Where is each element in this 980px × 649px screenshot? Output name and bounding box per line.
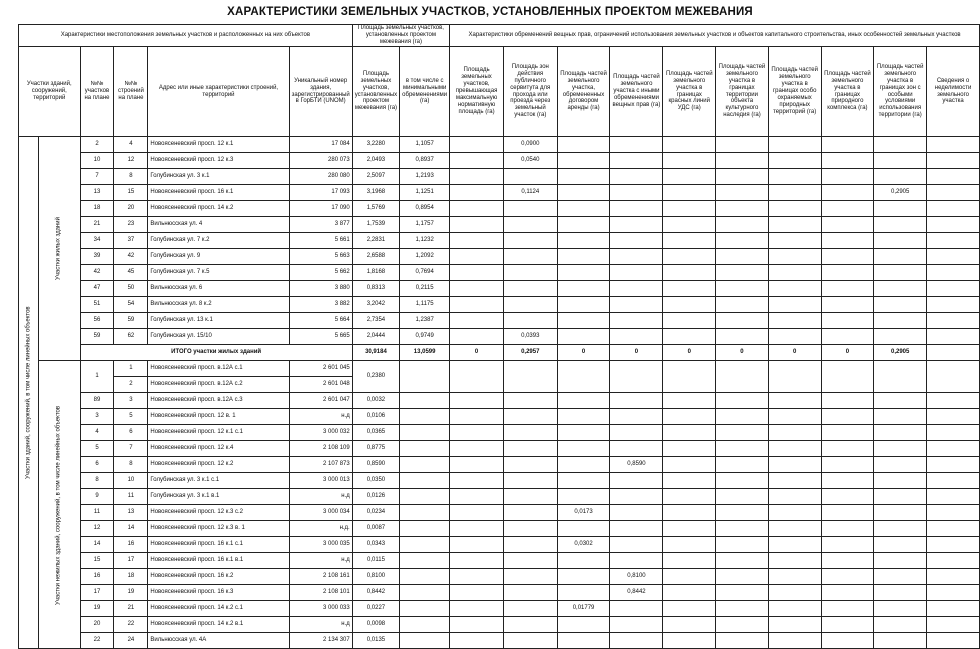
cell-address: Новоясеневский просп. 12 к.3 с.2: [148, 505, 289, 521]
cell-address: Голубинская ул. 15/10: [148, 329, 289, 345]
cell-bldg: 14: [114, 521, 148, 537]
cell-c3: [557, 521, 610, 537]
cell-unom: 5 661: [289, 233, 352, 249]
cell-area-min: 0,8954: [400, 201, 450, 217]
total-c6: 0: [716, 345, 769, 361]
header-area-total: Площадь земельных участков, установленных проектом межевания (га): [352, 47, 399, 137]
header-sections: Участки зданий, сооружений, территорий: [19, 47, 81, 137]
section-label-residential: Участки жилых зданий: [38, 137, 80, 361]
cell-c2: [503, 201, 557, 217]
cell-c4: [610, 617, 663, 633]
total-row: [19, 345, 980, 361]
cell-c3: [557, 617, 610, 633]
header-address: Адрес или иные характеристики строений, территорий: [148, 47, 289, 137]
header-c5: Площадь частей земельного участка в границах красных линий УДС (га): [663, 47, 716, 137]
cell-c3: [557, 633, 610, 649]
cell-unom: 2 601 045: [289, 361, 352, 377]
cell-c4: [610, 489, 663, 505]
cell-plot: 89: [80, 393, 114, 409]
cell-c3: 0,0173: [557, 505, 610, 521]
cell-bldg: 1: [114, 361, 148, 377]
cell-address: Вильнюсская ул. 4А: [148, 633, 289, 649]
cell-bldg: 15: [114, 185, 148, 201]
cell-area-min: 1,2092: [400, 249, 450, 265]
cell-bldg: 50: [114, 281, 148, 297]
cell-address: Вильнюсская ул. 6: [148, 281, 289, 297]
cell-c9: [874, 233, 927, 249]
cell-plot: 34: [80, 233, 114, 249]
cell-address: Новоясеневский просп. 12 к.1 с.1: [148, 425, 289, 441]
cell-bldg: 5: [114, 409, 148, 425]
cell-c4: [610, 553, 663, 569]
cell-c9: [874, 201, 927, 217]
cell-plot: 5: [80, 441, 114, 457]
cell-c4: [610, 601, 663, 617]
header-c9: Площадь частей земельного участка в границах зон с особыми условиями использования территории (га): [874, 47, 927, 137]
cell-bldg: 6: [114, 425, 148, 441]
cell-c2: [503, 265, 557, 281]
header-c8: Площадь частей земельного участка в границах природного комплекса (га): [821, 47, 874, 137]
cell-address: Новоясеневский просп. 16 к.1: [148, 185, 289, 201]
cell-address: Новоясеневский просп. 12 к.1: [148, 137, 289, 153]
cell-plot: 18: [80, 201, 114, 217]
cell-unom: 2 601 047: [289, 393, 352, 409]
cell-area: 0,0126: [352, 489, 399, 505]
cell-plot: 59: [80, 329, 114, 345]
cell-c9: [874, 249, 927, 265]
cell-bldg: 21: [114, 601, 148, 617]
cell-area: 0,0098: [352, 617, 399, 633]
cell-c3: [557, 569, 610, 585]
cell-unom: н.д: [289, 489, 352, 505]
total-area: 30,9184: [352, 345, 399, 361]
cell-unom: н.д: [289, 617, 352, 633]
cell-area: 0,0135: [352, 633, 399, 649]
section-label-outer: Участки зданий, сооружений, в том числе линейных объектов: [19, 137, 39, 649]
cell-address: Новоясеневский просп. 12 к.3: [148, 153, 289, 169]
cell-c4: [610, 521, 663, 537]
cell-bldg: 13: [114, 505, 148, 521]
cell-unom: 5 662: [289, 265, 352, 281]
cell-c4: [610, 393, 663, 409]
cell-unom: 17 093: [289, 185, 352, 201]
total-c8: 0: [821, 345, 874, 361]
cell-unom: 3 000 033: [289, 601, 352, 617]
cell-c2: 0,0540: [503, 153, 557, 169]
cell-area: 2,6588: [352, 249, 399, 265]
cell-c9: [874, 169, 927, 185]
cell-c2: [503, 281, 557, 297]
cell-bldg: 8: [114, 169, 148, 185]
cell-c3: 0,0302: [557, 537, 610, 553]
cell-bldg: 17: [114, 553, 148, 569]
cell-address: Новоясеневский просп. 14 к.2 с.1: [148, 601, 289, 617]
cell-bldg: 22: [114, 617, 148, 633]
cell-unom: 3 000 034: [289, 505, 352, 521]
cell-area: 1,8168: [352, 265, 399, 281]
cell-area: 3,2280: [352, 137, 399, 153]
header-c4: Площадь частей земельного участка с иными обременениями вещных прав (га): [610, 47, 663, 137]
cell-area-min: 1,1251: [400, 185, 450, 201]
cell-area: 2,7354: [352, 313, 399, 329]
cell-unom: 2 107 873: [289, 457, 352, 473]
cell-plot: 1: [80, 361, 114, 393]
header-c6: Площадь частей земельного участка в границах территории объекта культурного наследия (га): [716, 47, 769, 137]
cell-area: 0,0350: [352, 473, 399, 489]
cell-address: Голубинская ул. 3 к.1: [148, 169, 289, 185]
cell-area-min: 1,1232: [400, 233, 450, 249]
cell-area: 2,5097: [352, 169, 399, 185]
cell-bldg: 8: [114, 457, 148, 473]
cell-address: Голубинская ул. 9: [148, 249, 289, 265]
cell-bldg: 16: [114, 537, 148, 553]
header-c3: Площадь частей земельного участка, обремененных договором аренды (га): [557, 47, 610, 137]
cell-area: 0,0234: [352, 505, 399, 521]
cell-area: 0,0087: [352, 521, 399, 537]
cell-unom: 3 000 035: [289, 537, 352, 553]
header-c10: Сведения о неделимости земельного участка: [927, 47, 980, 137]
total-area-min: 13,0599: [400, 345, 450, 361]
cell-area: 0,8100: [352, 569, 399, 585]
cell-area: 0,0227: [352, 601, 399, 617]
cell-address: Новоясеневский просп. 12 к.4: [148, 441, 289, 457]
cell-unom: 17 084: [289, 137, 352, 153]
header-area: Площадь земельных участков, установленных проектом межевания (га): [352, 25, 449, 47]
cell-c3: [557, 409, 610, 425]
cell-plot: 2: [80, 137, 114, 153]
cell-c9: [874, 265, 927, 281]
cell-address: Новоясеневский просп. 12 в. 1: [148, 409, 289, 425]
cell-bldg: 45: [114, 265, 148, 281]
cell-area: 0,0115: [352, 553, 399, 569]
cell-plot: 42: [80, 265, 114, 281]
cell-bldg: 4: [114, 137, 148, 153]
cell-c3: [557, 473, 610, 489]
cell-c3: [557, 393, 610, 409]
header-c1: Площадь земельных участков, превышающая максимальную нормативную площадь (га): [450, 47, 504, 137]
cell-address: Новоясеневский просп. 12 к.2: [148, 457, 289, 473]
cell-c4: [610, 537, 663, 553]
cell-plot: 22: [80, 633, 114, 649]
cell-c9: 0,2905: [874, 185, 927, 201]
cell-unom: 280 080: [289, 169, 352, 185]
total-c9: 0,2905: [874, 345, 927, 361]
cell-c2: 0,0900: [503, 137, 557, 153]
cell-address: Новоясеневский просп. 16 к.2: [148, 569, 289, 585]
cell-plot: 4: [80, 425, 114, 441]
cell-plot: 15: [80, 553, 114, 569]
cell-area: 2,0444: [352, 329, 399, 345]
cell-bldg: 62: [114, 329, 148, 345]
cell-unom: 5 665: [289, 329, 352, 345]
cell-area: 3,1968: [352, 185, 399, 201]
cell-area-min: 1,1175: [400, 297, 450, 313]
cell-c4: [610, 425, 663, 441]
cell-c9: [874, 217, 927, 233]
cell-bldg: 24: [114, 633, 148, 649]
cell-c4: [610, 505, 663, 521]
cell-bldg: 2: [114, 377, 148, 393]
cell-plot: 7: [80, 169, 114, 185]
cell-unom: 2 601 048: [289, 377, 352, 393]
cell-c9: [874, 313, 927, 329]
cell-c9: [874, 329, 927, 345]
cell-c3: 0,01779: [557, 601, 610, 617]
cell-area: 0,0343: [352, 537, 399, 553]
cell-address: Вильнюсская ул. 8 к.2: [148, 297, 289, 313]
cell-plot: 6: [80, 457, 114, 473]
cell-unom: 2 134 307: [289, 633, 352, 649]
cell-bldg: 23: [114, 217, 148, 233]
cell-plot: 56: [80, 313, 114, 329]
cell-c4: 0,8100: [610, 569, 663, 585]
cell-bldg: 7: [114, 441, 148, 457]
cell-area: 0,8775: [352, 441, 399, 457]
cell-bldg: 12: [114, 153, 148, 169]
cell-c2: [503, 297, 557, 313]
cell-unom: 280 073: [289, 153, 352, 169]
header-plot-no: №№ участков на плане: [80, 47, 114, 137]
cell-c4: 0,8442: [610, 585, 663, 601]
cell-area-min: 0,8937: [400, 153, 450, 169]
cell-c4: [610, 409, 663, 425]
land-plots-table: [18, 24, 980, 649]
cell-unom: 3 880: [289, 281, 352, 297]
cell-c4: [610, 441, 663, 457]
cell-address: Голубинская ул. 3 к.1 в.1: [148, 489, 289, 505]
cell-c2: [503, 217, 557, 233]
header-encumbrance: Характеристики обременений вещных прав, ограничений использования земельных участков и объектов капитального строительства, иных особенностей земельных участков: [450, 25, 980, 47]
cell-area-min: 0,2115: [400, 281, 450, 297]
cell-address: Новоясеневский просп. 16 к.3: [148, 585, 289, 601]
cell-unom: 3 000 032: [289, 425, 352, 441]
document-title: ХАРАКТЕРИСТИКИ ЗЕМЕЛЬНЫХ УЧАСТКОВ, УСТАНОВЛЕННЫХ ПРОЕКТОМ МЕЖЕВАНИЯ: [227, 6, 753, 18]
cell-c4: [610, 633, 663, 649]
cell-address: Новоясеневский просп. 14 к.2 в.1: [148, 617, 289, 633]
cell-plot: 51: [80, 297, 114, 313]
cell-c3: [557, 553, 610, 569]
cell-c3: [557, 425, 610, 441]
cell-address: Новоясеневский просп. 12 к.3 в. 1: [148, 521, 289, 537]
total-c4: 0: [610, 345, 663, 361]
cell-area: 0,8442: [352, 585, 399, 601]
cell-c4: [610, 473, 663, 489]
cell-area: 0,0032: [352, 393, 399, 409]
cell-unom: 5 663: [289, 249, 352, 265]
total-c7: 0: [768, 345, 821, 361]
cell-c3: [557, 585, 610, 601]
cell-c2: [503, 313, 557, 329]
cell-bldg: 20: [114, 201, 148, 217]
cell-unom: 3 882: [289, 297, 352, 313]
cell-c2: 0,0393: [503, 329, 557, 345]
cell-c2: [503, 249, 557, 265]
header-unom: Уникальный номер здания, зарегистрированный в ГорБТИ (UNOM): [289, 47, 352, 137]
cell-plot: 13: [80, 185, 114, 201]
cell-bldg: 42: [114, 249, 148, 265]
cell-area-min: 0,9749: [400, 329, 450, 345]
header-area-min: в том числе с минимальными обременениями (га): [400, 47, 450, 137]
cell-unom: 5 664: [289, 313, 352, 329]
total-c3: 0: [557, 345, 610, 361]
cell-plot: 16: [80, 569, 114, 585]
cell-c9: [874, 297, 927, 313]
cell-address: Вильнюсская ул. 4: [148, 217, 289, 233]
cell-c2: [503, 233, 557, 249]
cell-unom: н.д: [289, 409, 352, 425]
cell-area-min: 1,1057: [400, 137, 450, 153]
cell-unom: 17 090: [289, 201, 352, 217]
total-label: ИТОГО участки жилых зданий: [80, 345, 352, 361]
section-label-nonresidential: Участки нежилых зданий, сооружений, в том числе линейных объектов: [38, 361, 80, 649]
header-c7: Площадь частей земельного участка в границах особо охраняемых природных территорий (га): [768, 47, 821, 137]
cell-plot: 47: [80, 281, 114, 297]
cell-address: Голубинская ул. 3 к.1 с.1: [148, 473, 289, 489]
cell-address: Новоясеневский просп. в.12А с.3: [148, 393, 289, 409]
cell-area: 1,7539: [352, 217, 399, 233]
cell-address: Новоясеневский просп. 16 к.1 в.1: [148, 553, 289, 569]
cell-plot: 20: [80, 617, 114, 633]
cell-plot: 3: [80, 409, 114, 425]
cell-area-min: 1,1757: [400, 217, 450, 233]
cell-plot: 19: [80, 601, 114, 617]
cell-plot: 9: [80, 489, 114, 505]
cell-unom: 2 108 101: [289, 585, 352, 601]
total-c1: 0: [450, 345, 504, 361]
cell-area: 2,2831: [352, 233, 399, 249]
cell-area: 3,2042: [352, 297, 399, 313]
cell-bldg: 59: [114, 313, 148, 329]
header-c2: Площадь зон действия публичного сервитута для прохода или проезда через земельный участок (га): [503, 47, 557, 137]
cell-area: 0,2380: [352, 361, 399, 393]
cell-bldg: 11: [114, 489, 148, 505]
cell-plot: 21: [80, 217, 114, 233]
cell-area: 0,0106: [352, 409, 399, 425]
cell-bldg: 3: [114, 393, 148, 409]
cell-c9: [874, 153, 927, 169]
cell-area: 0,8590: [352, 457, 399, 473]
cell-bldg: 18: [114, 569, 148, 585]
cell-bldg: 19: [114, 585, 148, 601]
cell-area-min: 0,7694: [400, 265, 450, 281]
cell-address: Голубинская ул. 7 к.5: [148, 265, 289, 281]
cell-unom: 2 108 161: [289, 569, 352, 585]
cell-c9: [874, 137, 927, 153]
cell-bldg: 54: [114, 297, 148, 313]
cell-plot: 10: [80, 153, 114, 169]
cell-address: Голубинская ул. 7 к.2: [148, 233, 289, 249]
cell-area: 0,0365: [352, 425, 399, 441]
total-c5: 0: [663, 345, 716, 361]
cell-address: Новоясеневский просп. 14 к.2: [148, 201, 289, 217]
cell-c3: [557, 457, 610, 473]
total-c2: 0,2957: [503, 345, 557, 361]
cell-unom: 2 108 109: [289, 441, 352, 457]
cell-plot: 8: [80, 473, 114, 489]
header-location: Характеристики местоположения земельных участков и расположенных на них объектов: [19, 25, 353, 47]
cell-c9: [874, 281, 927, 297]
cell-bldg: 10: [114, 473, 148, 489]
cell-area-min: 1,2193: [400, 169, 450, 185]
cell-unom: 3 877: [289, 217, 352, 233]
cell-bldg: 37: [114, 233, 148, 249]
cell-plot: 17: [80, 585, 114, 601]
cell-area: 0,8313: [352, 281, 399, 297]
cell-c2: 0,1124: [503, 185, 557, 201]
cell-address: Новоясеневский просп. в.12А с.2: [148, 377, 289, 393]
cell-unom: н.д.: [289, 521, 352, 537]
cell-address: Голубинская ул. 13 к.1: [148, 313, 289, 329]
cell-c3: [557, 441, 610, 457]
cell-address: Новоясеневский просп. в.12А с.1: [148, 361, 289, 377]
cell-c4: 0,8590: [610, 457, 663, 473]
cell-plot: 39: [80, 249, 114, 265]
cell-unom: н.д: [289, 553, 352, 569]
cell-area-min: 1,2387: [400, 313, 450, 329]
cell-plot: 12: [80, 521, 114, 537]
cell-unom: 3 000 013: [289, 473, 352, 489]
cell-area: 2,0493: [352, 153, 399, 169]
cell-plot: 11: [80, 505, 114, 521]
header-bldg-no: №№ строений на плане: [114, 47, 148, 137]
cell-area: 1,5769: [352, 201, 399, 217]
cell-c3: [557, 489, 610, 505]
cell-plot: 14: [80, 537, 114, 553]
cell-address: Новоясеневский просп. 16 к.1 с.1: [148, 537, 289, 553]
cell-c2: [503, 169, 557, 185]
